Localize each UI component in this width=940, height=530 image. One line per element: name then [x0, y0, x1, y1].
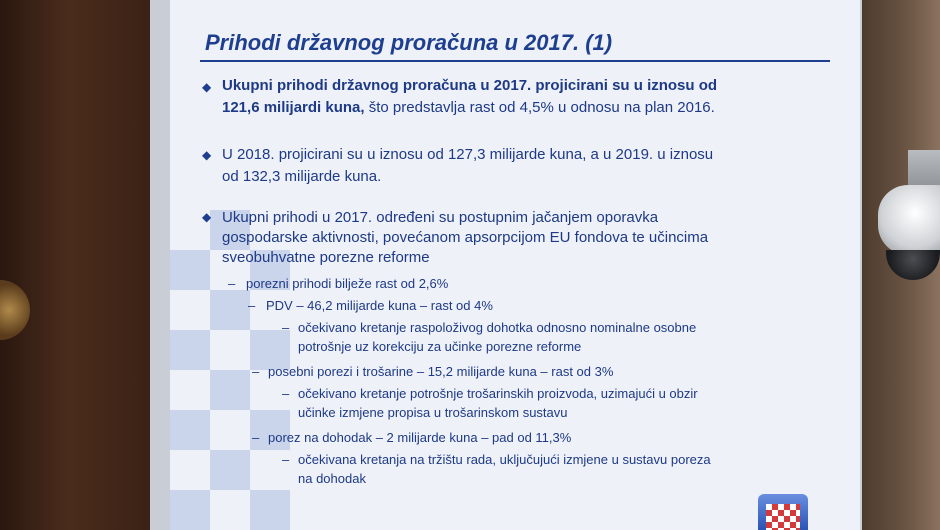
bullet1-line1: Ukupni prihodi državnog proračuna u 2017. projicirani su u iznosu od	[222, 77, 718, 94]
bullet2-line1: U 2018. projicirani su u iznosu od 127,3 milijarde kuna, a u 2019. u iznosu	[222, 146, 714, 163]
bullet-diamond-icon: ◆	[202, 148, 212, 162]
dash-marker: –	[282, 452, 290, 467]
camera-mount	[908, 150, 940, 190]
dash-marker: –	[248, 298, 256, 313]
presentation-slide	[170, 0, 860, 530]
bullet1-line2	[222, 98, 822, 118]
bullet3-line3: sveobuhvatne porezne reforme	[222, 249, 430, 266]
bullet1-rest: što predstavlja rast od 4,5% u odnosu na plan 2016.	[364, 99, 715, 116]
sub-trosarine-note-line2: učinke izmjene propisa u trošarinskom sustavu	[298, 405, 568, 420]
bullet3-line1: Ukupni prihodi u 2017. određeni su postupnim jačanjem oporavka	[222, 209, 659, 226]
bullet1-amount: 121,6 milijardi kuna,	[222, 99, 365, 116]
left-wall	[0, 0, 150, 530]
bullet-diamond-icon: ◆	[202, 210, 212, 224]
sub-trosarine-note-line1: očekivano kretanje potrošnje trošarinskih proizvoda, uzimajući u obzir	[298, 386, 698, 401]
sub-trosarine: posebni porezi i trošarine – 15,2 milijarde kuna – rast od 3%	[268, 364, 614, 379]
title-underline	[200, 60, 830, 62]
sub-dohodak-note-line1: očekivana kretanja na tržištu rada, uključujući izmjene u sustavu poreza	[298, 452, 711, 467]
bullet2-line2: od 132,3 milijarde kuna.	[222, 168, 382, 185]
dash-marker: –	[282, 386, 290, 401]
camera-body	[878, 185, 940, 255]
bullet-diamond-icon: ◆	[202, 80, 212, 94]
sub-pdv-note-line1: očekivano kretanje raspoloživog dohotka odnosno nominalne osobne	[298, 320, 697, 335]
dash-marker: –	[252, 364, 260, 379]
dash-marker: –	[252, 430, 260, 445]
government-logo	[758, 494, 808, 530]
security-camera	[878, 150, 940, 280]
coat-of-arms-icon	[766, 504, 800, 530]
sub-dohodak-note-line2: na dohodak	[298, 471, 366, 486]
sub-porezni-prihodi: porezni prihodi bilježe rast od 2,6%	[246, 276, 449, 291]
sub-porez-na-dohodak: porez na dohodak – 2 milijarde kuna – pad od 11,3%	[268, 430, 572, 445]
bullet3-line2: gospodarske aktivnosti, povećanom apsorpcijom EU fondova te učincima	[222, 229, 709, 246]
sub-pdv-note-line2: potrošnje uz korekciju za učinke porezne reforme	[298, 339, 582, 354]
dash-marker: –	[228, 276, 236, 291]
slide-title: Prihodi državnog proračuna u 2017. (1)	[205, 30, 613, 55]
sub-pdv: PDV – 46,2 milijarde kuna – rast od 4%	[266, 298, 493, 313]
dash-marker: –	[282, 320, 290, 335]
camera-lens	[886, 250, 940, 280]
